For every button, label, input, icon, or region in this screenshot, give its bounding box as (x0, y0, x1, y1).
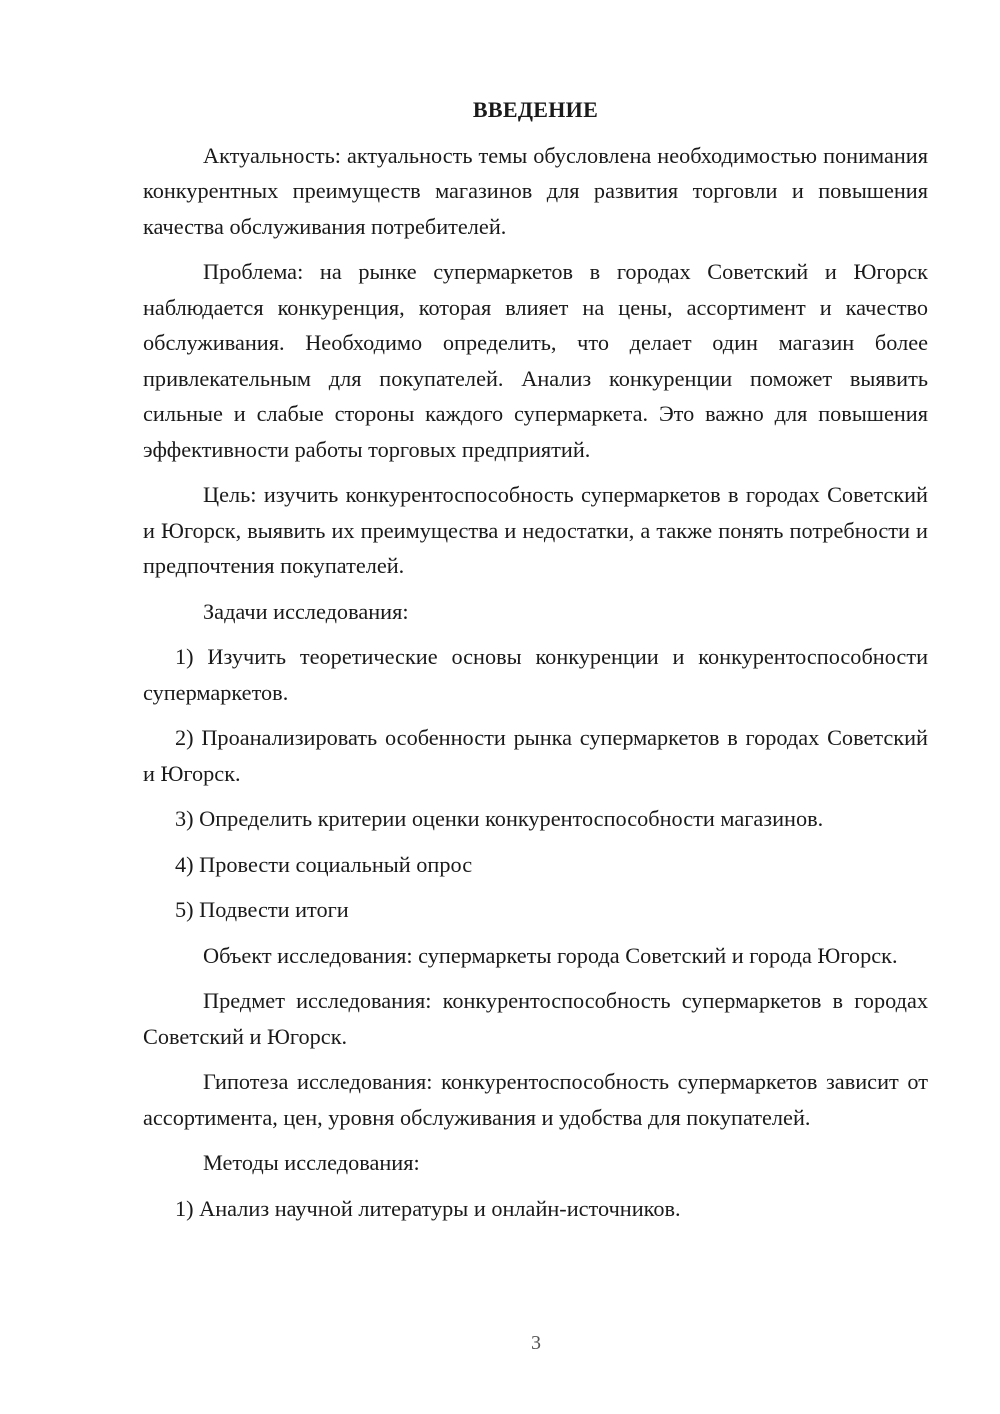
tasks-heading: Задачи исследования: (203, 598, 409, 624)
section-title: ВВЕДЕНИЕ (472, 97, 599, 122)
paragraph-object: Объект исследования: супермаркеты города Советский и города Югорск. (203, 942, 898, 968)
document-body (143, 92, 928, 1236)
paragraph-hypothesis: Гипотеза исследования: конкурентоспособность супермаркетов зависит от ассортимента, цен, уровня обслуживания и удобства для покупателей. (143, 1069, 928, 1130)
method-item-1: 1) Анализ научной литературы и онлайн-источников. (175, 1195, 681, 1221)
task-item-2: 2) Проанализировать особенности рынка супермаркетов в городах Советский и Югорск. (143, 725, 928, 786)
paragraph-subject: Предмет исследования: конкурентоспособность супермаркетов в городах Советский и Югорск. (143, 988, 928, 1049)
paragraph-goal: Цель: изучить конкурентоспособность супермаркетов в городах Советский и Югорск, выявить их преимущества и недостатки, а также понять потребности и предпочтения покупателей. (143, 482, 928, 578)
task-item-4: 4) Провести социальный опрос (175, 851, 473, 877)
paragraph-relevance: Актуальность: актуальность темы обусловлена необходимостью понимания конкурентных преимуществ магазинов для развития торговли и повышения качества обслуживания потребителей. (143, 142, 928, 239)
page-number: 3 (531, 1332, 541, 1354)
methods-heading: Методы исследования: (203, 1150, 420, 1175)
task-item-1: 1) Изучить теоретические основы конкуренции и конкурентоспособности супермаркетов. (143, 644, 928, 705)
task-item-5: 5) Подвести итоги (175, 897, 349, 922)
task-item-3: 3) Определить критерии оценки конкурентоспособности магазинов. (175, 806, 824, 831)
paragraph-problem: Проблема: на рынке супермаркетов в городах Советский и Югорск наблюдается конкуренция, которая влияет на цены, ассортимент и качество обслуживания. Необходимо определить, что делает один магазин более привлекательным для покупателей. Анализ конкуренции поможет выявить сильные и слабые стороны каждого супермаркета. Это важно для повышения эффективности работы торговых предприятий. (143, 259, 928, 462)
